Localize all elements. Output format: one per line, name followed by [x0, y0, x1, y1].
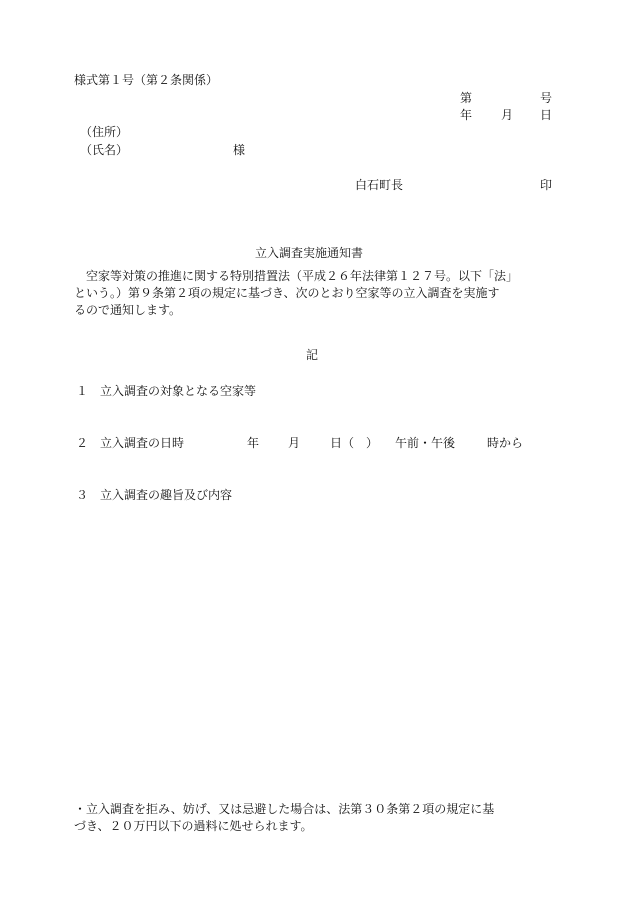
issuer-name: 白石町長 — [355, 178, 404, 192]
body-line: るので通知します。 — [74, 303, 182, 317]
recipient-name-label: （氏名） — [80, 143, 129, 157]
body-paragraph — [74, 268, 554, 319]
document-title: 立入調査実施通知書 — [255, 246, 364, 260]
notice-line: づき、２０万円以下の過料に処せられます。 — [74, 819, 313, 833]
form-number: 様式第１号（第２条関係） — [74, 73, 219, 87]
recipient-honorific: 様 — [233, 143, 246, 157]
issuer-seal: 印 — [540, 178, 553, 192]
body-line: 空家等対策の推進に関する特別措置法（平成２６年法律第１２７号。以下「法」 — [86, 269, 519, 283]
item2-day: 日（ ） — [330, 436, 379, 450]
item2-month: 月 — [288, 436, 301, 450]
ki-heading: 記 — [306, 348, 319, 362]
item3-number: ３ — [76, 488, 89, 502]
item2-number: ２ — [76, 436, 89, 450]
recipient-address-label: （住所） — [80, 125, 129, 139]
item2-label: 立入調査の日時 — [100, 436, 185, 450]
item2-time-from: 時から — [487, 436, 524, 450]
date-month-label: 月 — [501, 108, 514, 122]
penalty-notice — [74, 801, 554, 835]
item1-label: 立入調査の対象となる空家等 — [100, 384, 257, 398]
date-year-label: 年 — [460, 108, 473, 122]
item2-year: 年 — [247, 436, 260, 450]
body-line: という。）第９条第２項の規定に基づき、次のとおり空家等の立入調査を実施す — [74, 286, 500, 300]
notice-line: ・立入調査を拒み、妨げ、又は忌避した場合は、法第３０条第２項の規定に基 — [74, 802, 495, 816]
item1-number: １ — [76, 384, 89, 398]
date-day-label: 日 — [540, 108, 553, 122]
item2-ampm: 午前・午後 — [395, 436, 456, 450]
document-number-suffix: 号 — [540, 91, 553, 105]
document-number-prefix: 第 — [460, 91, 473, 105]
item3-label: 立入調査の趣旨及び内容 — [100, 488, 233, 502]
